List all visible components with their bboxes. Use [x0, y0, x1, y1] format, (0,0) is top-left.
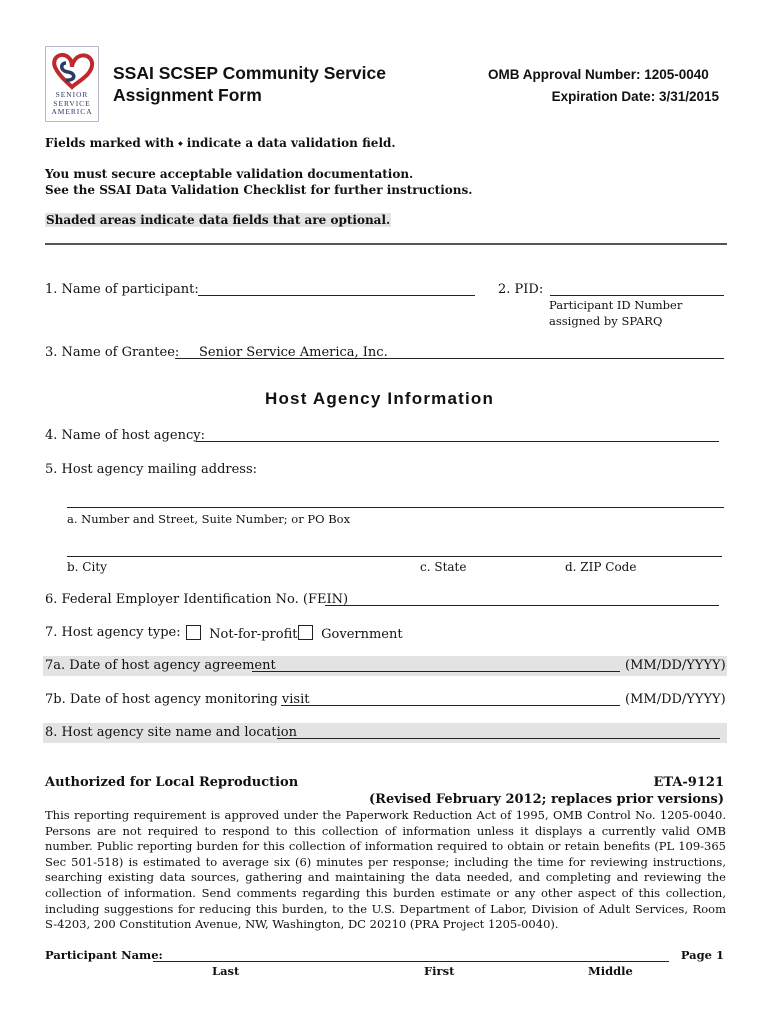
- authorized-note: Authorized for Local Reproduction: [45, 775, 299, 790]
- pid-note-2: assigned by SPARQ: [549, 314, 663, 328]
- not-for-profit-checkbox[interactable]: [186, 625, 201, 640]
- form-title-line2: Assignment Form: [113, 85, 262, 105]
- shaded-note: Shaded areas indicate data fields that are optional.: [46, 213, 391, 227]
- eta-number: ETA-9121: [653, 775, 724, 790]
- section-title: Host Agency Information: [265, 389, 495, 408]
- site-field[interactable]: [277, 738, 720, 739]
- fein-label: 6. Federal Employer Identification No. (FEIN): [45, 592, 349, 607]
- participant-name-field[interactable]: [198, 295, 475, 296]
- monitoring-date-format: (MM/DD/YYYY): [625, 692, 726, 707]
- zip-label: d. ZIP Code: [565, 560, 637, 574]
- government-option[interactable]: Government: [298, 625, 403, 642]
- form-title-line1: SSAI SCSEP Community Service: [113, 63, 386, 83]
- street-field[interactable]: [67, 507, 724, 508]
- site-label: 8. Host agency site name and location: [45, 725, 297, 740]
- grantee-label: 3. Name of Grantee:: [45, 345, 180, 360]
- pid-field[interactable]: [550, 295, 724, 296]
- fein-field[interactable]: [325, 605, 719, 606]
- omb-approval: OMB Approval Number: 1205-0040: [488, 67, 709, 82]
- validation-note: Fields marked with ⬩ indicate a data validation field.: [45, 136, 396, 150]
- agreement-date-format: (MM/DD/YYYY): [625, 658, 726, 673]
- monitoring-date-field[interactable]: [281, 705, 620, 706]
- grantee-value: Senior Service America, Inc.: [199, 345, 388, 360]
- header-divider: [45, 243, 727, 245]
- logo: [45, 46, 99, 122]
- participant-name-footer-label: Participant Name:: [45, 948, 163, 962]
- host-agency-name-label: 4. Name of host agency:: [45, 428, 205, 443]
- burden-statement: This reporting requirement is approved under the Paperwork Reduction Act of 1995, OMB Control No. 1205-0040. Persons are not required to respond to this collection of information unless it displays a currently valid OMB number. Public reporting burden for this collection of information required to obtain or retain benefits (PL 109-365 Sec 501-518) is estimated to average six (6) minutes per response; including the time for reviewing instructions, searching existing data sources, gathering and maintaining the data needed, and completing and reviewing the collection of information. Send comments regarding this burden estimate or any other aspect of this collection, including suggestions for reducing this burden, to the U.S. Department of Labor, Division of Adult Services, Room S-4203, 200 Constitution Avenue, NW, Washington, DC 20210 (PRA Project 1205-0040).: [45, 808, 726, 932]
- validation-diamond-icon: ⬩: [178, 136, 183, 150]
- street-label: a. Number and Street, Suite Number; or PO Box: [67, 512, 351, 526]
- logo-text: SENIOR SERVICE AMERICA: [51, 90, 93, 116]
- first-name-label: First: [424, 964, 455, 978]
- agreement-date-field[interactable]: [252, 671, 620, 672]
- pid-label: 2. PID:: [498, 282, 544, 297]
- government-checkbox[interactable]: [298, 625, 313, 640]
- participant-name-label: 1. Name of participant:: [45, 282, 199, 297]
- mailing-address-label: 5. Host agency mailing address:: [45, 462, 258, 477]
- page-number: Page 1: [680, 948, 724, 962]
- documentation-note: You must secure acceptable validation documentation.: [45, 167, 414, 181]
- state-label: c. State: [420, 560, 467, 574]
- monitoring-date-label: 7b. Date of host agency monitoring visit: [45, 692, 310, 707]
- participant-name-footer-field[interactable]: [153, 961, 669, 962]
- middle-name-label: Middle: [588, 964, 633, 978]
- checklist-note: See the SSAI Data Validation Checklist for further instructions.: [45, 183, 473, 197]
- host-agency-type-label: 7. Host agency type:: [45, 625, 181, 640]
- revision-note: (Revised February 2012; replaces prior versions): [368, 792, 724, 807]
- not-for-profit-option[interactable]: Not-for-profit: [186, 625, 297, 642]
- logo-mark-icon: [46, 49, 98, 91]
- agreement-date-label: 7a. Date of host agency agreement: [45, 658, 276, 673]
- city-label: b. City: [67, 560, 107, 574]
- expiration-date: Expiration Date: 3/31/2015: [551, 89, 719, 104]
- city-state-zip-field[interactable]: [67, 556, 722, 557]
- host-agency-name-field[interactable]: [196, 441, 719, 442]
- pid-note-1: Participant ID Number: [549, 298, 683, 312]
- last-name-label: Last: [212, 964, 240, 978]
